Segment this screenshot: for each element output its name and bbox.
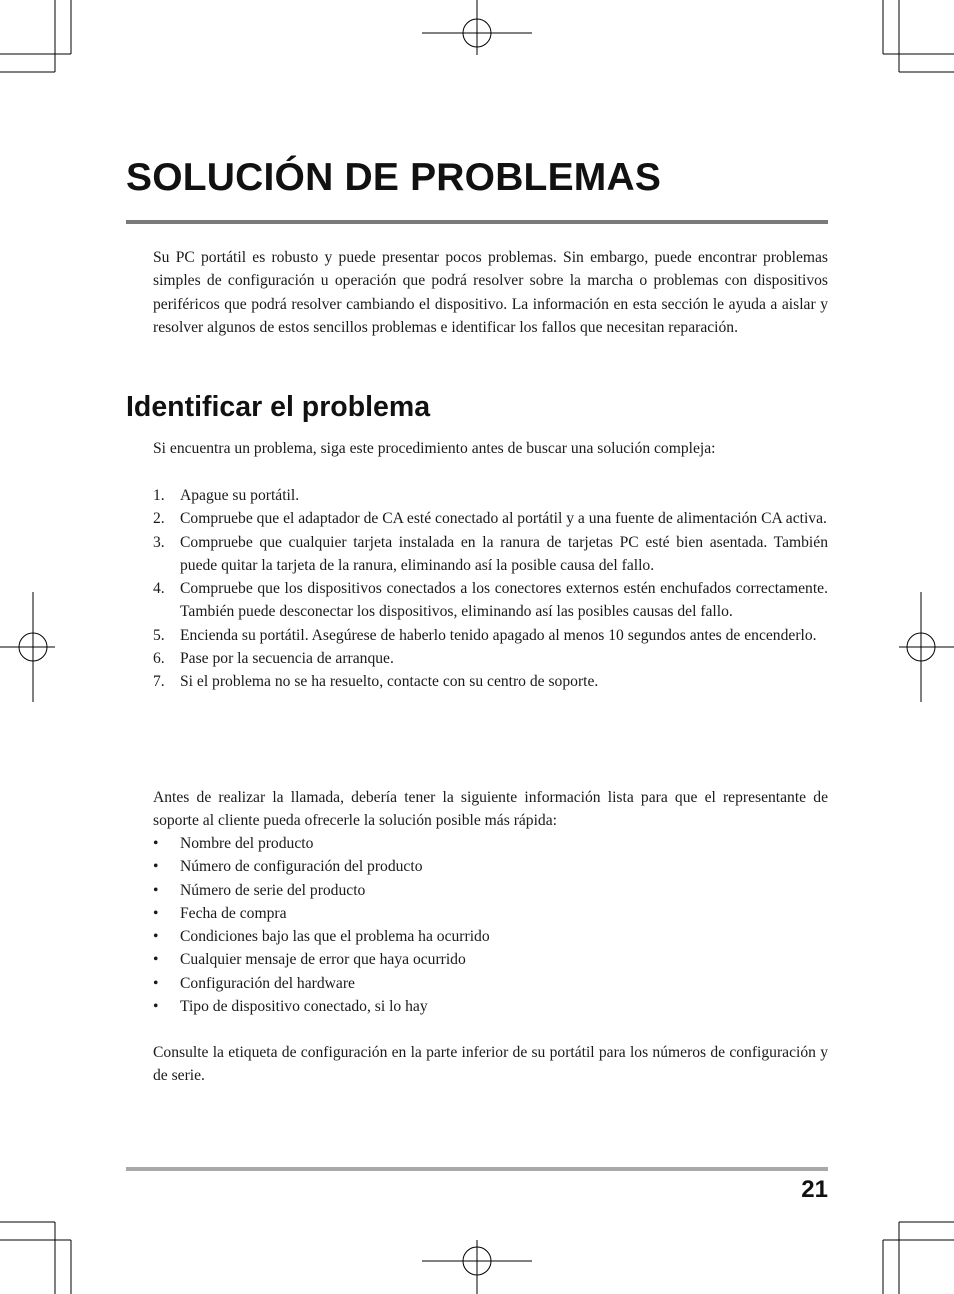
list-item-text: Condiciones bajo las que el problema ha ocurrido [180, 928, 490, 946]
bullet-marker: • [153, 974, 159, 992]
bullet-marker: • [153, 928, 159, 946]
list-item [153, 670, 828, 693]
list-item [153, 995, 828, 1018]
list-item [153, 925, 828, 948]
footer-rule [126, 1167, 828, 1171]
list-marker: 5. [153, 626, 165, 644]
list-marker: 1. [153, 487, 165, 504]
list-item-text: Encienda su portátil. Asegúrese de haberlo tenido apagado al menos 10 segundos antes de encenderlo. [180, 626, 817, 644]
bullet-marker: • [153, 904, 159, 922]
list-item-text: Pase por la secuencia de arranque. [180, 650, 394, 668]
list-item-text: Número de serie del producto [180, 881, 366, 899]
list-marker: 4. [153, 580, 165, 598]
section-heading: Identificar el problema [126, 391, 431, 423]
list-marker: 7. [153, 673, 165, 691]
list-item-text: Si el problema no se ha resuelto, contacte con su centro de soporte. [180, 673, 599, 691]
list-item [153, 879, 828, 902]
title-underline-rule [126, 220, 828, 224]
list-item [153, 624, 828, 647]
list-item [153, 832, 828, 855]
required-info-list [153, 832, 828, 1018]
list-item-text: Compruebe que cualquier tarjeta instalada en la ranura de tarjetas PC esté bien asentada. También puede quitar la tarjeta de la ranura, eliminando así la posible causa del fallo. [180, 533, 828, 574]
troubleshooting-steps-list [153, 484, 828, 694]
bullet-marker: • [153, 835, 159, 852]
list-item [153, 531, 828, 578]
section-intro-paragraph: Si encuentra un problema, siga este procedimiento antes de buscar una solución compleja: [153, 440, 716, 457]
list-item [153, 902, 828, 925]
bullet-marker: • [153, 998, 159, 1016]
bullet-marker: • [153, 951, 159, 969]
list-item-text: Nombre del producto [180, 835, 314, 852]
intro-paragraph: Su PC portátil es robusto y puede presentar pocos problemas. Sin embargo, puede encontrar problemas simples de configuración u operación que podrá resolver sobre la marcha o problemas con dispositivos periféricos que podrá resolver cambiando el dispositivo. La información en esta sección le ayuda a aislar y resolver algunos de estos sencillos problemas e identificar los fallos que necesitan reparación. [153, 249, 828, 336]
list-item-text: Número de configuración del producto [180, 858, 423, 876]
list-item-text: Configuración del hardware [180, 974, 355, 992]
page-title: SOLUCIÓN DE PROBLEMAS [126, 156, 662, 199]
list-item-text: Compruebe que los dispositivos conectados a los conectores externos estén enchufados correctamente. También puede desconectar los dispositivos, eliminando así las posibles causas del fallo. [180, 580, 828, 621]
closing-paragraph: Consulte la etiqueta de configuración en la parte inferior de su portátil para los números de configuración y de serie. [153, 1044, 828, 1085]
list-item-text: Apague su portátil. [180, 487, 300, 504]
bullet-marker: • [153, 858, 159, 876]
info-intro-paragraph: Antes de realizar la llamada, debería tener la siguiente información lista para que el representante de soporte al cliente pueda ofrecerle la solución posible más rápida: [153, 789, 828, 830]
list-marker: 3. [153, 533, 165, 551]
list-marker: 2. [153, 510, 165, 528]
list-item-text: Compruebe que el adaptador de CA esté conectado al portátil y a una fuente de alimentación CA activa. [180, 510, 827, 528]
list-item [153, 484, 828, 507]
list-item [153, 577, 828, 624]
list-item [153, 855, 828, 878]
list-item-text: Tipo de dispositivo conectado, si lo hay [180, 998, 428, 1016]
list-item-text: Fecha de compra [180, 904, 287, 922]
bullet-marker: • [153, 881, 159, 899]
list-item [153, 647, 828, 670]
page-number: 21 [801, 1176, 828, 1203]
list-marker: 6. [153, 650, 165, 668]
list-item [153, 972, 828, 995]
list-item [153, 507, 828, 530]
list-item-text: Cualquier mensaje de error que haya ocurrido [180, 951, 466, 969]
list-item [153, 948, 828, 971]
